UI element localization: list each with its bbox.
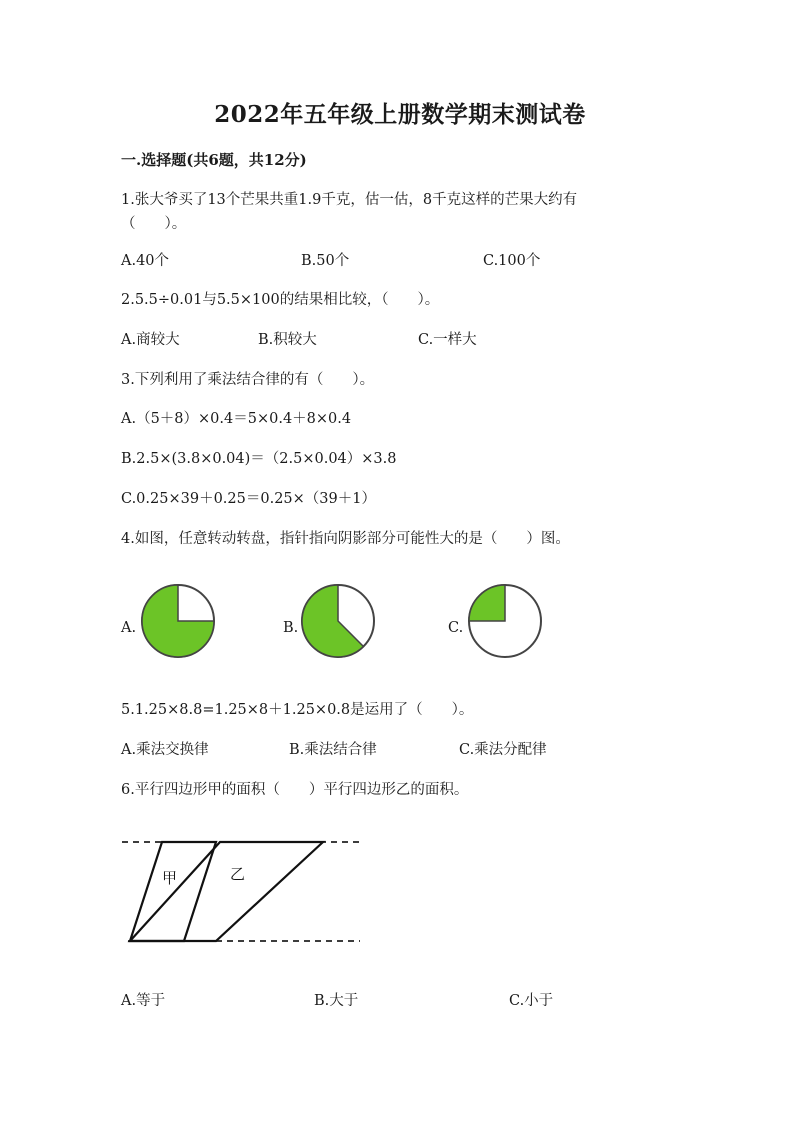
section-heading: 一.选择题(共6题，共12分) — [121, 151, 307, 169]
question-5-option-c: C.乘法分配律 — [459, 742, 547, 758]
question-5-text: 5.1.25×8.8=1.25×8＋1.25×0.8是运用了（ ）。 — [121, 702, 474, 718]
question-5-option-a: A.乘法交换律 — [121, 742, 209, 758]
pie-shaded-sector — [469, 585, 505, 621]
question-6-option-c: C.小于 — [509, 993, 554, 1009]
question-3-option-c: C.0.25×39＋0.25＝0.25×（39＋1） — [121, 491, 376, 507]
question-4-option-c-label: C. — [448, 620, 464, 636]
question-3-option-b: B.2.5×(3.8×0.04)＝（2.5×0.04）×3.8 — [121, 451, 397, 467]
question-3-text: 3.下列利用了乘法结合律的有（ ）。 — [121, 372, 375, 388]
label-yi: 乙 — [230, 865, 246, 883]
parallelogram-yi — [130, 842, 323, 941]
question-1-text-line2: （ ）。 — [121, 216, 187, 232]
question-4-option-b-label: B. — [283, 620, 299, 636]
question-2-option-a: A.商较大 — [121, 332, 180, 348]
question-4-option-a-label: A. — [121, 620, 137, 636]
question-2-option-c: C.一样大 — [418, 332, 477, 348]
page-title: 2022年五年级上册数学期末测试卷 — [214, 101, 586, 128]
question-1-text-line1: 1.张大爷买了13个芒果共重1.9千克，估一估，8千克这样的芒果大约有 — [121, 192, 578, 208]
question-6-option-b: B.大于 — [314, 993, 359, 1009]
question-2-text: 2.5.5÷0.01与5.5×100的结果相比较，（ ）。 — [121, 292, 440, 308]
question-4-pie-b — [300, 583, 376, 659]
question-5-option-b: B.乘法结合律 — [289, 742, 377, 758]
question-4-pie-c — [467, 583, 543, 659]
question-1-option-a: A.40个 — [121, 253, 170, 269]
question-3-option-a: A.（5＋8）×0.4＝5×0.4＋8×0.4 — [121, 411, 352, 427]
question-6-option-a: A.等于 — [121, 993, 166, 1009]
question-4-pie-a — [140, 583, 216, 659]
label-jia: 甲 — [162, 869, 178, 887]
question-4-text: 4.如图，任意转动转盘，指针指向阴影部分可能性大的是（ ）图。 — [121, 531, 570, 547]
question-2-option-b: B.积较大 — [258, 332, 317, 348]
question-1-option-b: B.50个 — [301, 253, 350, 269]
question-1-option-c: C.100个 — [483, 253, 541, 269]
question-6-text: 6.平行四边形甲的面积（ ）平行四边形乙的面积。 — [121, 782, 469, 798]
parallelogram-figure — [120, 835, 370, 950]
